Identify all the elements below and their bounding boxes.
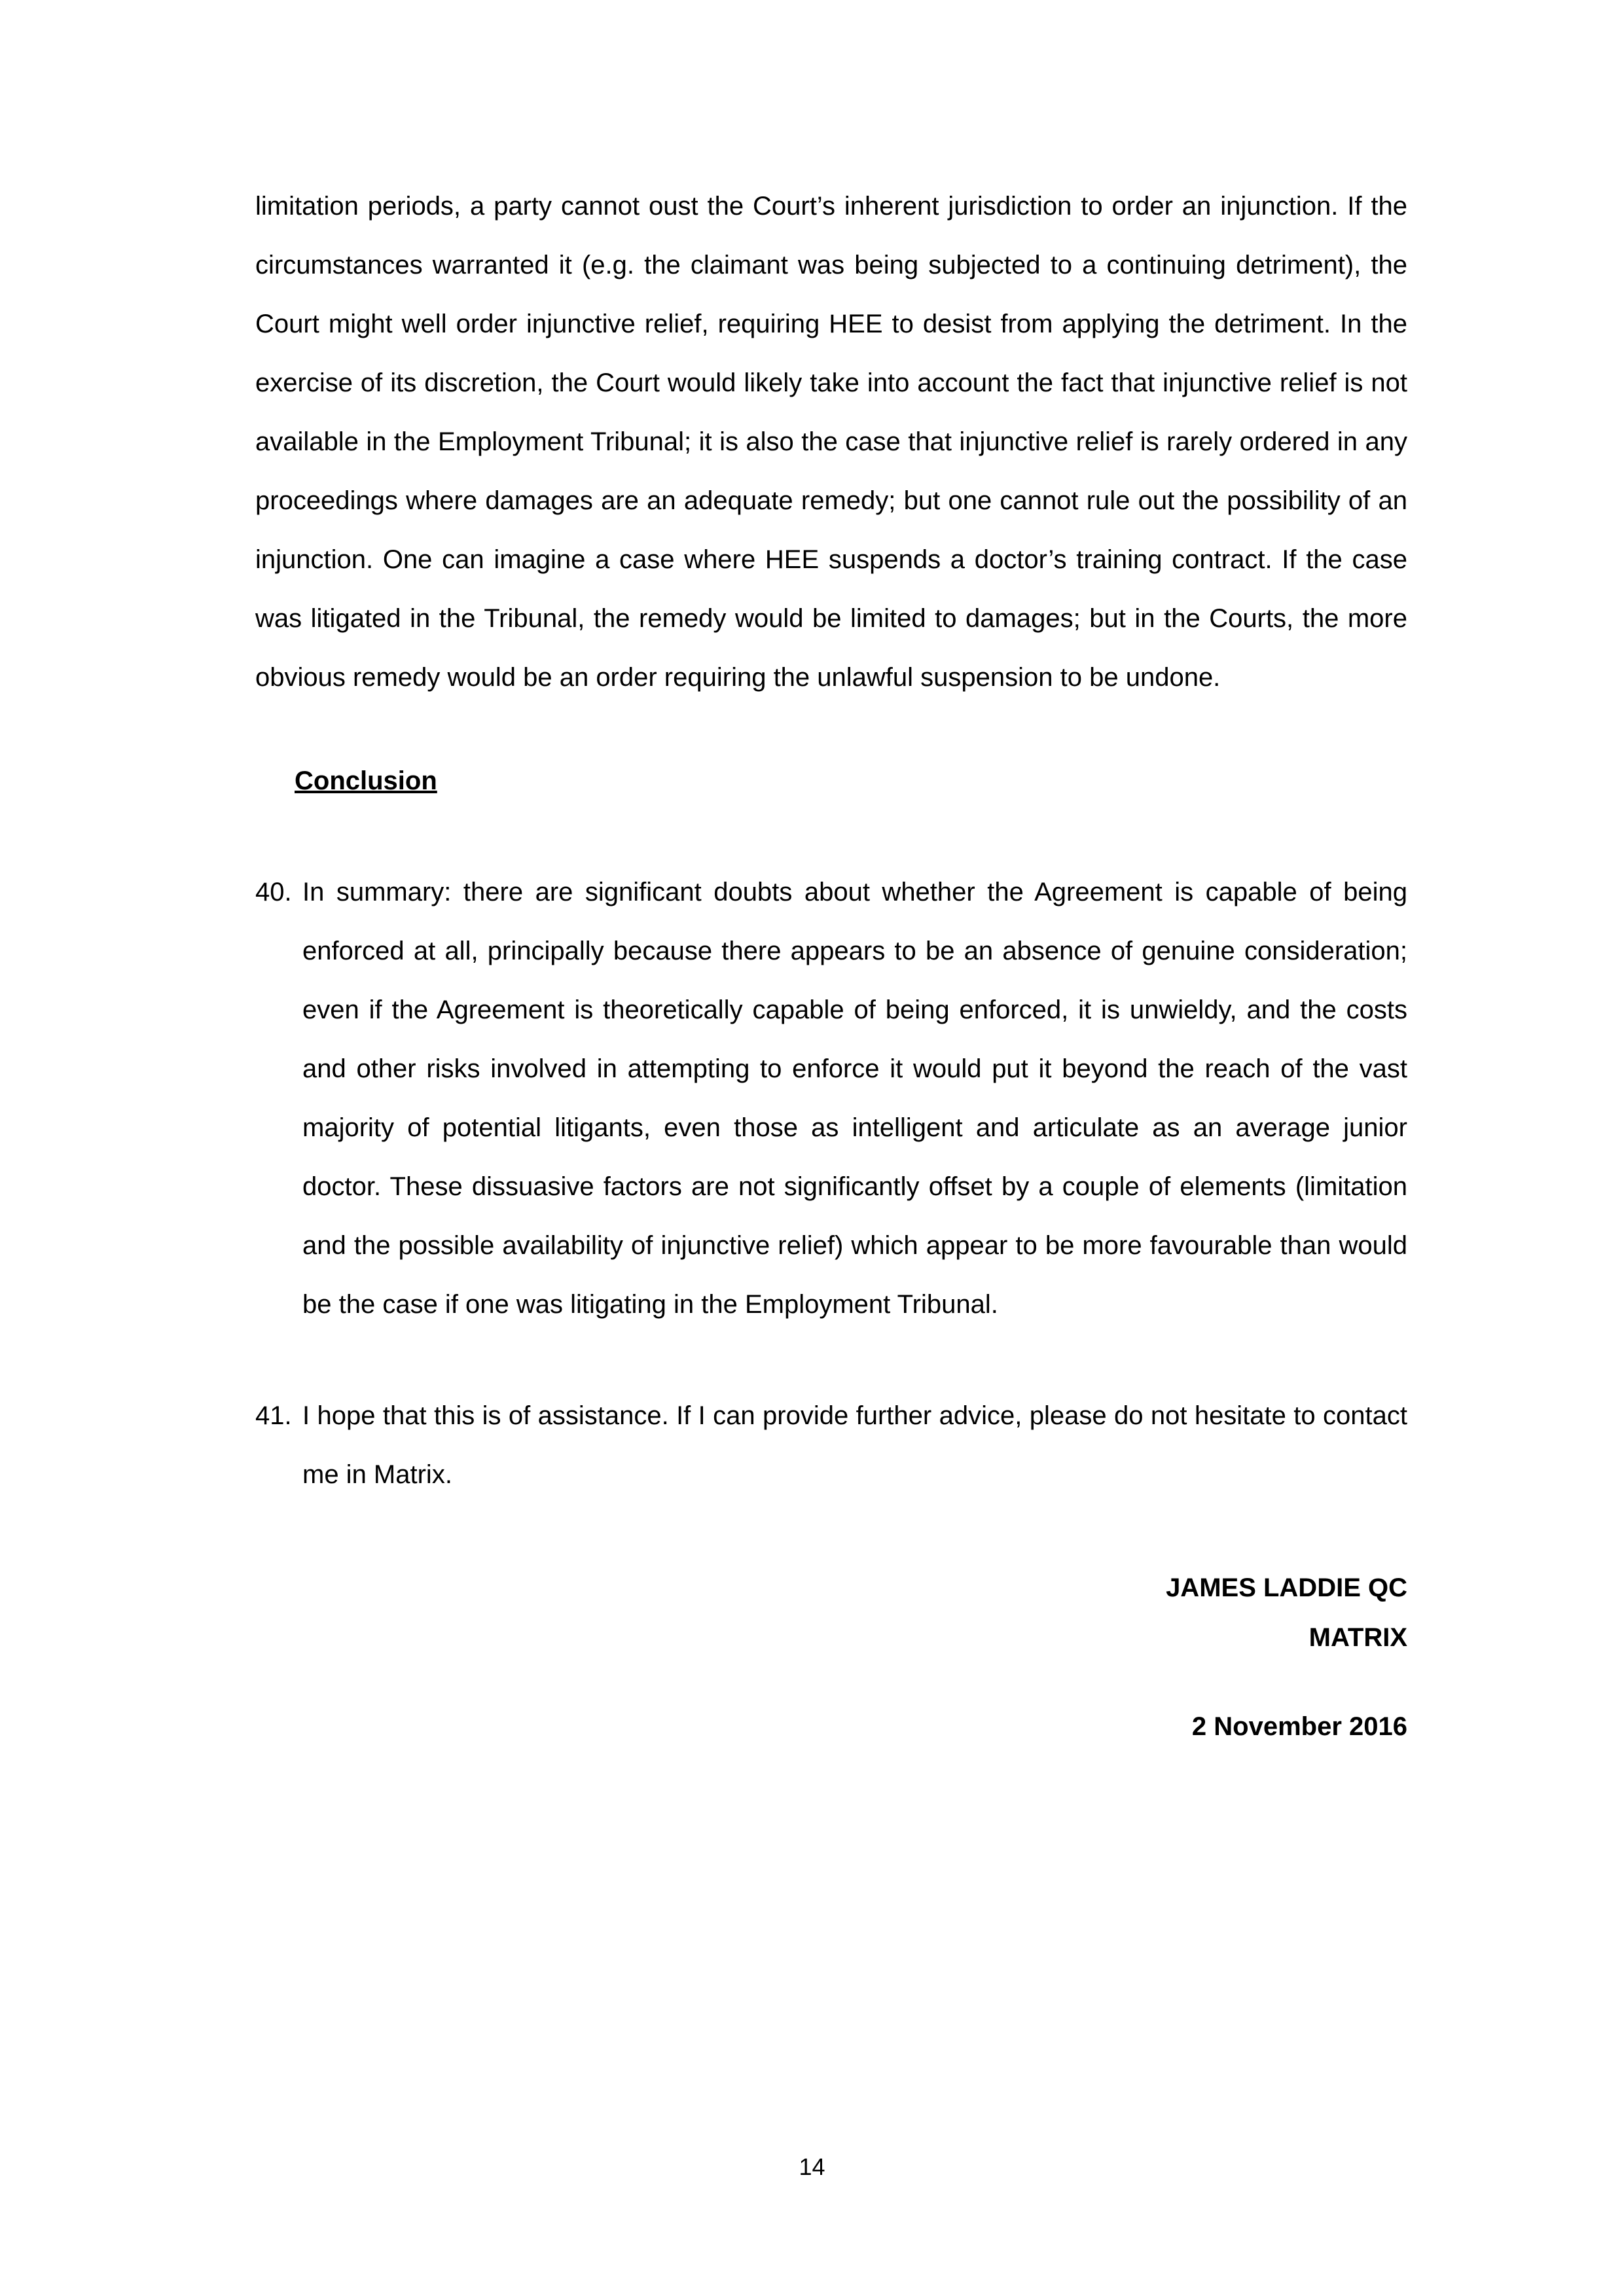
- numbered-paragraph-40: [255, 863, 1407, 1334]
- signoff-date: 2 November 2016: [1191, 1712, 1407, 1741]
- signoff-spacer: [255, 1662, 1407, 1702]
- paragraph-number: 40.: [255, 878, 292, 906]
- paragraph-text: In summary: there are significant doubts about whether the Agreement is capable of being enforced at all, principally because there appears to be an absence of genuine consideration; even if the Agreement is theoretically capable of being enforced, it is unwieldy, and the costs and other risks involved in attempting to enforce it would put it beyond the reach of the vast majority of potential litigants, even those as intelligent and articulate as an average junior doctor. These dissuasive factors are not significantly offset by a couple of elements (limitation and the possible availability of injunctive relief) which appear to be more favourable than would be the case if one was litigating in the Employment Tribunal.: [302, 878, 1407, 1319]
- signoff-name: JAMES LADDIE QC: [1166, 1573, 1407, 1602]
- page-number: 14: [799, 2153, 825, 2180]
- paragraph-number: 41.: [255, 1401, 292, 1430]
- document-content: [255, 177, 1407, 1751]
- paragraph-text: I hope that this is of assistance. If I can provide further advice, please do not hesitate to contact me in Matrix.: [302, 1401, 1407, 1489]
- signoff-block: [255, 1563, 1407, 1751]
- signoff-chambers: MATRIX: [1308, 1623, 1407, 1652]
- section-heading-conclusion: Conclusion: [295, 766, 437, 795]
- numbered-paragraph-41: [255, 1386, 1407, 1504]
- continued-paragraph: limitation periods, a party cannot oust the Court’s inherent jurisdiction to order an injunction. If the circumstances warranted it (e.g. the claimant was being subjected to a continuing detriment), the Court might well order injunctive relief, requiring HEE to desist from applying the detriment. In the exercise of its discretion, the Court would likely take into account the fact that injunctive relief is not available in the Employment Tribunal; it is also the case that injunctive relief is rarely ordered in any proceedings where damages are an adequate remedy; but one cannot rule out the possibility of an injunction. One can imagine a case where HEE suspends a doctor’s training contract. If the case was litigated in the Tribunal, the remedy would be limited to damages; but in the Courts, the more obvious remedy would be an order requiring the unlawful suspension to be undone.: [255, 192, 1407, 692]
